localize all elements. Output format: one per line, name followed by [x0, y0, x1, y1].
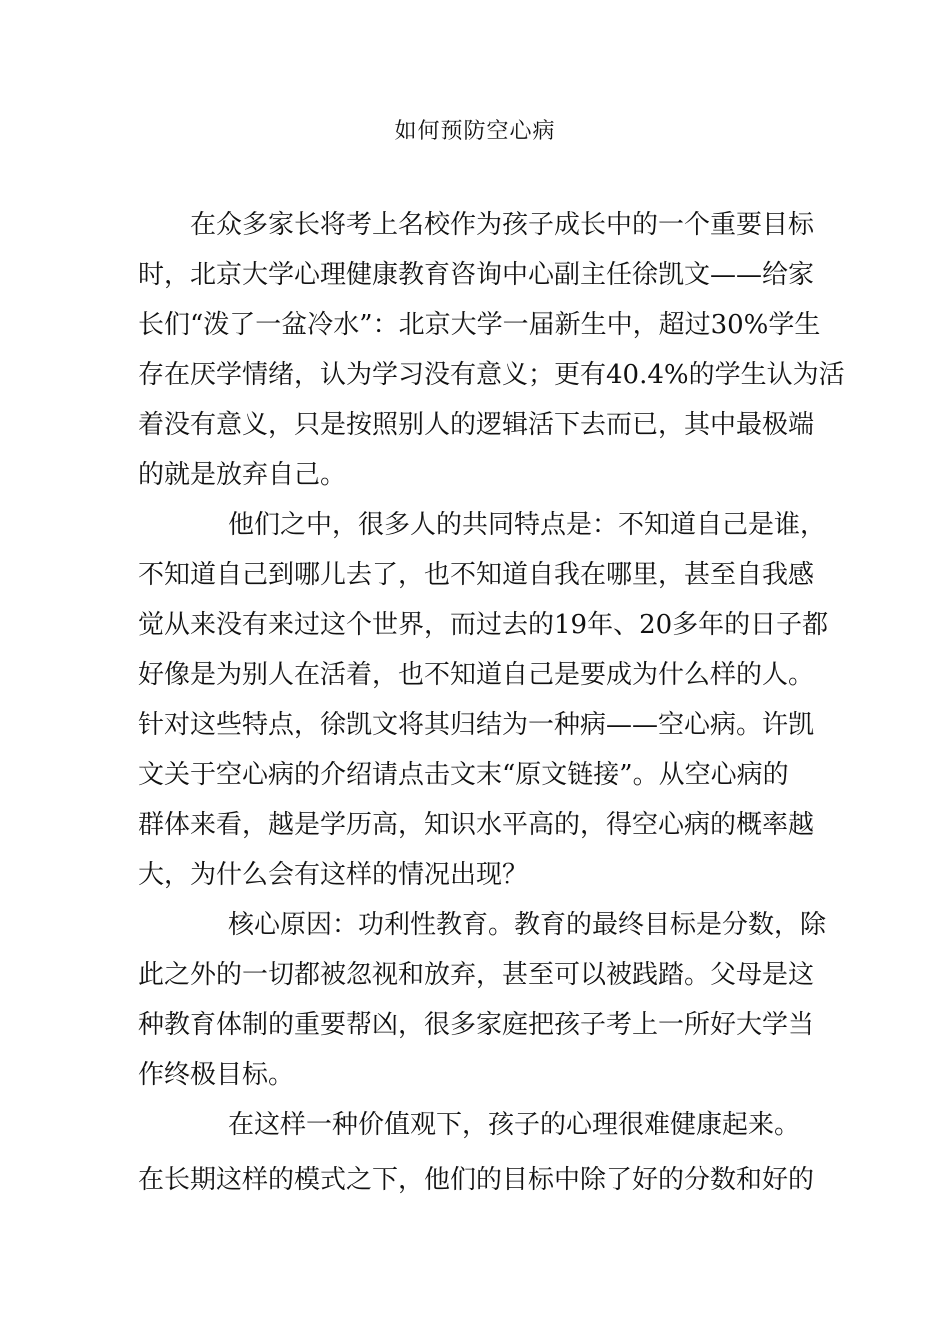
- document-title: 如何预防空心病: [394, 119, 556, 144]
- text-line-6: 的就是放弃自己。: [138, 460, 347, 490]
- text-line-1: 在众多家长将考上名校作为孩子成长中的一个重要目标: [190, 210, 815, 240]
- text-line-5: 着没有意义，只是按照别人的逻辑活下去而已，其中最极端: [138, 410, 815, 440]
- text-line-2: 时，北京大学心理健康教育咨询中心副主任徐凯文——给家: [138, 260, 815, 290]
- text-line-20: 在长期这样的模式之下，他们的目标中除了好的分数和好的: [138, 1165, 815, 1195]
- text-line-18: 作终极目标。: [138, 1060, 295, 1090]
- text-line-10: 好像是为别人在活着，也不知道自己是要成为什么样的人。: [138, 660, 815, 690]
- text-line-3: 长们“泼了一盆冷水”：北京大学一届新生中，超过30%学生: [138, 310, 821, 340]
- text-line-7: 他们之中，很多人的共同特点是：不知道自己是谁，: [228, 510, 827, 540]
- text-line-19: 在这样一种价值观下，孩子的心理很难健康起来。: [228, 1110, 801, 1140]
- text-line-14: 大，为什么会有这样的情况出现？: [138, 860, 529, 890]
- text-line-15: 核心原因：功利性教育。教育的最终目标是分数，除: [228, 910, 827, 940]
- text-line-9: 觉从来没有来过这个世界，而过去的19年、20多年的日子都: [138, 610, 829, 640]
- text-line-16: 此之外的一切都被忽视和放弃，甚至可以被践踏。父母是这: [138, 960, 815, 990]
- text-line-4: 存在厌学情绪，认为学习没有意义；更有40.4%的学生认为活: [138, 360, 845, 390]
- text-line-13: 群体来看，越是学历高，知识水平高的，得空心病的概率越: [138, 810, 815, 840]
- text-line-8: 不知道自己到哪儿去了，也不知道自我在哪里，甚至自我感: [138, 560, 815, 590]
- text-line-11: 针对这些特点，徐凯文将其归结为一种病——空心病。许凯: [138, 710, 815, 740]
- text-line-12: 文关于空心病的介绍请点击文末“原文链接”。从空心病的: [138, 760, 789, 790]
- text-line-17: 种教育体制的重要帮凶，很多家庭把孩子考上一所好大学当: [138, 1010, 815, 1040]
